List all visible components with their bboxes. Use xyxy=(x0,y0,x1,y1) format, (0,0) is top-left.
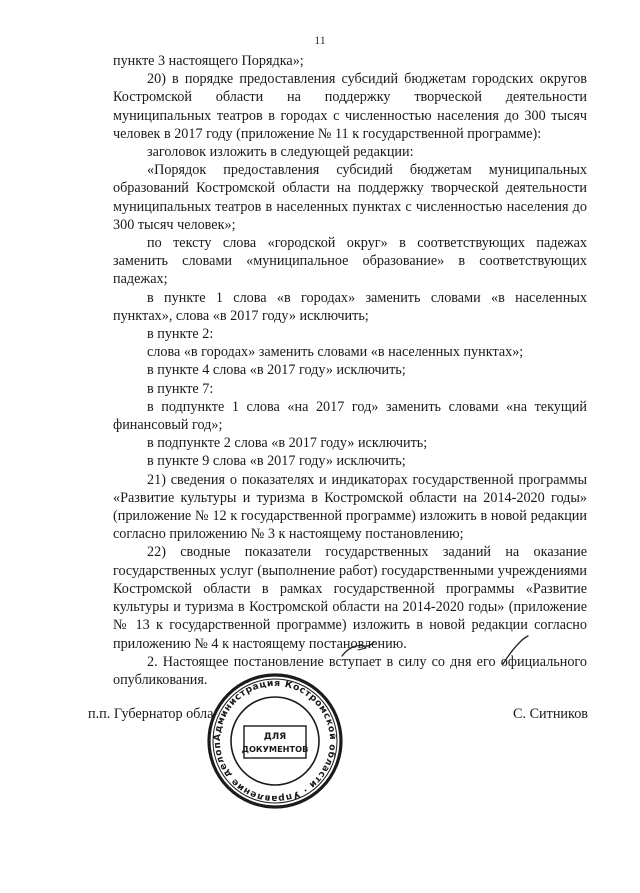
seal-stamp-graphic xyxy=(206,672,344,810)
paragraph: в пункте 2: xyxy=(147,326,214,343)
paragraph: в пункте 7: xyxy=(147,380,214,397)
signature-scribble-left xyxy=(338,636,378,662)
paragraph: в пункте 9 слова «в 2017 году» исключить; xyxy=(147,453,406,470)
svg-text:ДОКУМЕНТОВ: ДОКУМЕНТОВ xyxy=(241,744,309,754)
svg-text:ДЛЯ: ДЛЯ xyxy=(263,732,287,742)
paragraph: по тексту слова «городской округ» в соответствующих падежах заменить словами «муниципальное образование» в соответствующих падежах; xyxy=(113,235,587,288)
paragraph: 21) сведения о показателях и индикаторах государственной программы «Развитие культуры и туризма в Костромской области на 2014-2020 годы» (приложение № 12 к государственной программе) изложить в новой редакции согласно приложению № 3 к настоящему постановлению; xyxy=(113,471,587,543)
official-seal xyxy=(206,672,344,810)
paragraph: в подпункте 2 слова «в 2017 году» исключить; xyxy=(147,435,428,452)
paragraph: в подпункте 1 слова «на 2017 год» заменить словами «на текущий финансовый год»; xyxy=(113,398,587,434)
paragraph: в пункте 1 слова «в городах» заменить словами «в населенных пунктах», слова «в 2017 году» исключить; xyxy=(113,289,587,324)
svg-text:Администрация Костромской обла: Администрация Костромской области · Управление делоп xyxy=(211,677,339,805)
paragraph: 22) сводные показатели государственных заданий на оказание государственных услуг (выполнение работ) государственными учреждениями Костромской области в рамках государственной программы «Развитие культуры и туризма в Костромской области на 2014-2020 годы» (приложение № 13 к государственной программе) изложить в новой редакции согласно приложению № 4 к настоящему постановлению. xyxy=(113,544,587,652)
signer-name: С. Ситников xyxy=(513,706,588,722)
document-body xyxy=(113,52,587,689)
paragraph: в пункте 4 слова «в 2017 году» исключить; xyxy=(147,362,406,379)
paragraph: пункте 3 настоящего Порядка»; xyxy=(113,53,304,69)
paragraph: 20) в порядке предоставления субсидий бюджетам городских округов Костромской области на поддержку творческой деятельности муниципальных театров в городах с численностью населения до 300 тысяч человек в 2017 году (приложение № 11 к государственной программе): xyxy=(113,71,587,142)
paragraph: слова «в городах» заменить словами «в населенных пунктах»; xyxy=(147,344,524,361)
signature-scribble-right xyxy=(500,634,530,668)
page-number: 11 xyxy=(314,33,326,47)
paragraph: 2. Настоящее постановление вступает в силу со дня его официального опубликования. xyxy=(113,653,587,688)
paragraph: «Порядок предоставления субсидий бюджетам муниципальных образований Костромской области на поддержку творческой деятельности муниципальных театров в населенных пунктах с численностью населения до 300 тысяч человек»; xyxy=(113,162,587,233)
paragraph: заголовок изложить в следующей редакции: xyxy=(147,144,414,161)
signer-title: п.п. Губернатор обла xyxy=(88,706,214,722)
